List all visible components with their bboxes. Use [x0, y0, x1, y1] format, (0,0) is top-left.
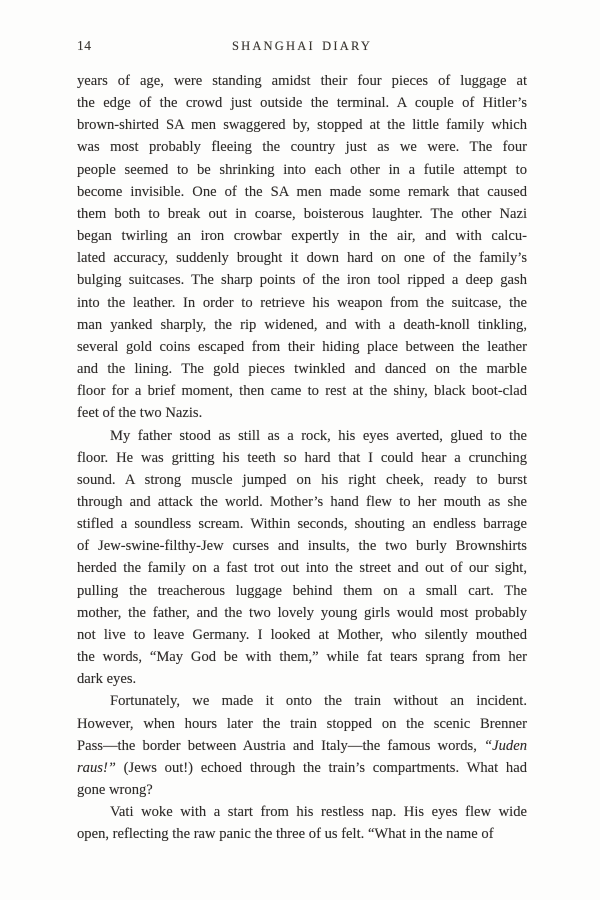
- text-line: pulling the treacherous luggage behind them on a small cart. The: [77, 582, 527, 599]
- text-line: through and attack the world. Mother’s hand flew to her mouth as she: [77, 493, 527, 510]
- page-number: 14: [77, 38, 92, 53]
- text-line: Fortunately, we made it onto the train without an incident.: [110, 693, 527, 710]
- text-line: several gold coins escaped from their hiding place between the leather: [77, 338, 527, 355]
- text-line: feet of the two Nazis.: [77, 405, 203, 422]
- text-line: dark eyes.: [77, 671, 137, 688]
- text-line: man yanked sharply, the rip widened, and with a death-knoll tinkling,: [77, 316, 527, 333]
- text-line: floor. He was gritting his teeth so hard that I could hear a crunching: [77, 449, 527, 466]
- text-line: open, reflecting the raw panic the three of us felt. “What in the name of: [77, 826, 494, 843]
- text-line: Vati woke with a start from his restless nap. His eyes flew wide: [110, 804, 527, 821]
- text-line: bulging suitcases. The sharp points of the iron tool ripped a deep gash: [77, 272, 527, 289]
- text-line: My father stood as still as a rock, his eyes averted, glued to the: [110, 427, 527, 444]
- text-line: the words, “May God be with them,” while fat tears sprang from her: [77, 649, 527, 666]
- text-line: brown-shirted SA men swaggered by, stopped at the little family which: [77, 117, 527, 134]
- text-line: gone wrong?: [77, 782, 153, 798]
- text-line: years of age, were standing amidst their four pieces of luggage at: [77, 73, 527, 89]
- text-line: become invisible. One of the SA men made some remark that caused: [77, 183, 527, 200]
- text-line: Pass—the border between Austria and Italy—the famous words, “Juden: [77, 737, 527, 754]
- text-line: was most probably fleeing the country just as we were. The four: [77, 139, 527, 156]
- text-line: sound. A strong muscle jumped on his right cheek, ready to burst: [77, 471, 527, 488]
- text-line: herded the family on a fast trot out into the street and out of our sight,: [77, 560, 527, 577]
- text-line: and the lining. The gold pieces twinkled and danced on the marble: [77, 361, 527, 378]
- text-line: lated accuracy, suddenly brought it down hard on one of the family’s: [77, 250, 527, 267]
- running-head: [77, 38, 527, 54]
- text-line: of Jew-swine-filthy-Jew curses and insults, the two burly Brownshirts: [77, 538, 527, 555]
- text-line: began twirling an iron crowbar expertly in the air, and with calcu-: [77, 228, 527, 245]
- text-line: mother, the father, and the two lovely young girls would most probably: [77, 604, 527, 621]
- text-line: stifled a soundless scream. Within seconds, shouting an endless barrage: [77, 516, 527, 533]
- text-line: not live to leave Germany. I looked at Mother, who silently mouthed: [77, 626, 527, 643]
- text-line: the edge of the crowd just outside the terminal. A couple of Hitler’s: [77, 95, 527, 112]
- text-line: floor for a brief moment, then came to rest at the shiny, black boot-clad: [77, 383, 527, 400]
- text-line: people seemed to be shrinking into each other in a futile attempt to: [77, 161, 527, 178]
- text-block: [77, 70, 527, 845]
- text-line: into the leather. In order to retrieve his weapon from the suitcase, the: [77, 294, 527, 311]
- text-line: them both to break out in coarse, boisterous laughter. The other Nazi: [77, 205, 527, 222]
- text-line: However, when hours later the train stopped on the scenic Brenner: [77, 715, 527, 732]
- text-line: raus!” (Jews out!) echoed through the train’s compartments. What had: [77, 759, 527, 776]
- running-title: SHANGHAI DIARY: [231, 39, 373, 53]
